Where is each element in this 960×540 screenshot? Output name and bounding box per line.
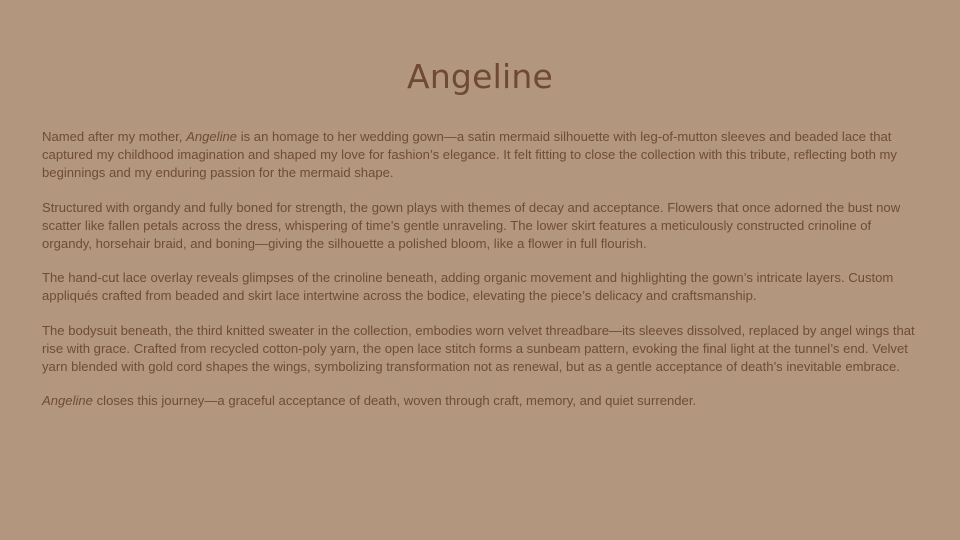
paragraph-1-rest: is an homage to her wedding gown—a satin mermaid silhouette with leg-of-mutton sleeves and beaded lace that captured my childhood imagination and shaped my love for fashion’s elegance. It felt fitting to close the collection with this tribute, reflecting both my beginnings and my enduring passion for the mermaid shape.	[42, 129, 897, 181]
paragraph-1-italic-name: Angeline	[186, 129, 238, 144]
paragraph-5	[42, 392, 922, 410]
paragraph-1	[42, 128, 922, 183]
paragraph-1-lead: Named after my mother,	[42, 129, 187, 144]
paragraph-5-italic-name: Angeline	[42, 393, 93, 409]
body-text	[42, 128, 922, 426]
paragraph-5-rest: closes this journey—a graceful acceptance of death, woven through craft, memory, and quiet surrender.	[92, 393, 697, 409]
paragraph-2: Structured with organdy and fully boned for strength, the gown plays with themes of decay and acceptance. Flowers that once adorned the bust now scatter like fallen petals across the dress, whispering of time’s gentle unraveling. The lower skirt features a meticulously constructed crinoline of organdy, horsehair braid, and boning—giving the silhouette a polished bloom, like a flower in full flourish.	[42, 199, 901, 252]
paragraph-3: The hand-cut lace overlay reveals glimpses of the crinoline beneath, adding organic movement and highlighting the gown’s intricate layers. Custom appliqués crafted from beaded and skirt lace intertwine across the bodice, elevating the piece’s delicacy and craftsmanship.	[42, 270, 894, 304]
page-title: Angeline	[407, 57, 553, 96]
paragraph-4: The bodysuit beneath, the third knitted sweater in the collection, embodies worn velvet threadbare—its sleeves dissolved, replaced by angel wings that rise with grace. Crafted from recycled cotton-poly yarn, the open lace stitch forms a sunbeam pattern, evoking the final light at the tunnel’s end. Velvet yarn blended with gold cord shapes the wings, symbolizing transformation not as renewal, but as a gentle acceptance of death’s inevitable embrace.	[42, 322, 915, 375]
